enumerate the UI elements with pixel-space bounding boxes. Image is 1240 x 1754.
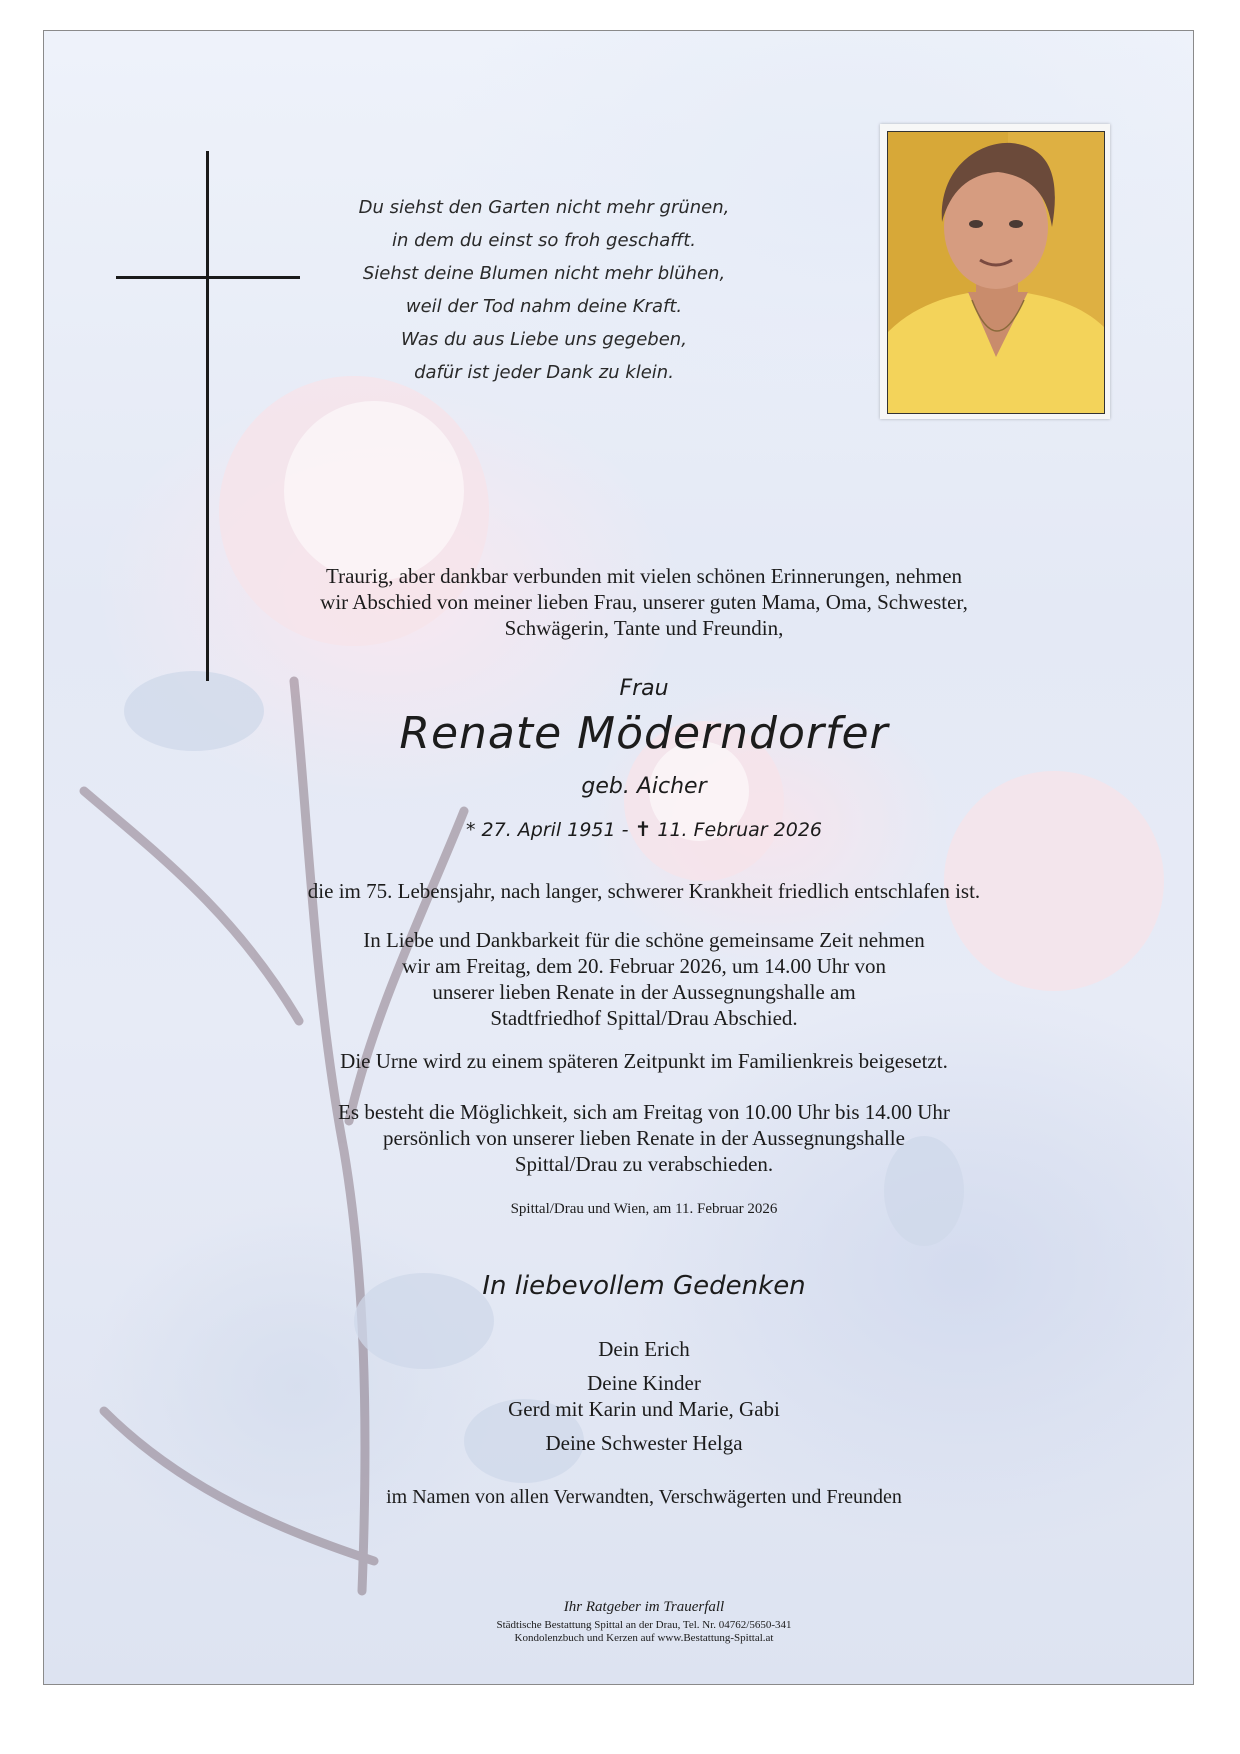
mourner-line: Gerd mit Karin und Marie, Gabi	[508, 1397, 780, 1421]
mourner-line: Dein Erich	[598, 1337, 690, 1361]
poem-line: in dem du einst so froh geschafft.	[391, 230, 697, 251]
place-date: Spittal/Drau und Wien, am 11. Februar 2026	[510, 1201, 778, 1217]
service-line: unserer lieben Renate in der Aussegnungshalle am	[432, 980, 856, 1004]
mourner-line: Deine Kinder	[587, 1371, 701, 1395]
viewing-line: Es besteht die Möglichkeit, sich am Freitag von 10.00 Uhr bis 14.00 Uhr	[338, 1100, 950, 1124]
portrait-illustration	[888, 132, 1104, 413]
urn-text: Die Urne wird zu einem späteren Zeitpunkt im Familienkreis beigesetzt.	[340, 1049, 948, 1073]
obituary-card	[43, 30, 1194, 1685]
passed-text: die im 75. Lebensjahr, nach langer, schwerer Krankheit friedlich entschlafen ist.	[307, 879, 981, 903]
intro-line: wir Abschied von meiner lieben Frau, unserer guten Mama, Oma, Schwester,	[320, 590, 968, 614]
mourners-list	[264, 1336, 1024, 1456]
service-line: In Liebe und Dankbarkeit für die schöne gemeinsame Zeit nehmen	[363, 928, 925, 952]
poem-line: Was du aus Liebe uns gegeben,	[401, 329, 687, 350]
life-dates	[264, 817, 1024, 841]
portrait-photo	[887, 131, 1105, 414]
intro-line: Schwägerin, Tante und Freundin,	[504, 616, 784, 640]
memory-heading: In liebevollem Gedenken	[482, 1271, 806, 1301]
birth-name: geb. Aicher	[581, 774, 707, 799]
intro-text	[264, 563, 1024, 641]
cross-icon	[206, 151, 209, 681]
birth-date: 27. April 1951	[481, 819, 616, 841]
poem-line: Du siehst den Garten nicht mehr grünen,	[358, 197, 730, 218]
date-separator: -	[621, 819, 629, 841]
closing-text: im Namen von allen Verwandten, Verschwägerten und Freunden	[386, 1486, 902, 1508]
undertaker-contact: Städtische Bestattung Spittal an der Drau, Tel. Nr. 04762/5650-341	[496, 1619, 792, 1631]
death-date: 11. Februar 2026	[657, 819, 823, 841]
death-cross-icon: ✝	[634, 817, 652, 841]
viewing-line: Spittal/Drau zu verabschieden.	[514, 1152, 774, 1176]
mourner-line: Deine Schwester Helga	[545, 1431, 743, 1455]
service-line: Stadtfriedhof Spittal/Drau Abschied.	[490, 1006, 798, 1030]
memorial-poem	[344, 191, 744, 389]
viewing-text	[264, 1099, 1024, 1177]
intro-line: Traurig, aber dankbar verbunden mit vielen schönen Erinnerungen, nehmen	[325, 564, 963, 588]
birth-star: *	[465, 819, 476, 841]
undertaker-website: Kondolenzbuch und Kerzen auf www.Bestattung-Spittal.at	[514, 1632, 774, 1644]
undertaker-slogan: Ihr Ratgeber im Trauerfall	[563, 1599, 725, 1615]
poem-line: dafür ist jeder Dank zu klein.	[414, 362, 674, 383]
poem-line: weil der Tod nahm deine Kraft.	[405, 296, 683, 317]
poem-line: Siehst deine Blumen nicht mehr blühen,	[362, 263, 726, 284]
portrait-frame	[880, 124, 1110, 419]
service-text	[264, 927, 1024, 1031]
viewing-line: persönlich von unserer lieben Renate in der Aussegnungshalle	[383, 1126, 905, 1150]
service-line: wir am Freitag, dem 20. Februar 2026, um 14.00 Uhr von	[401, 954, 887, 978]
deceased-name: Renate Möderndorfer	[399, 708, 889, 759]
salutation: Frau	[619, 676, 669, 701]
cross-icon-bar	[116, 276, 300, 279]
